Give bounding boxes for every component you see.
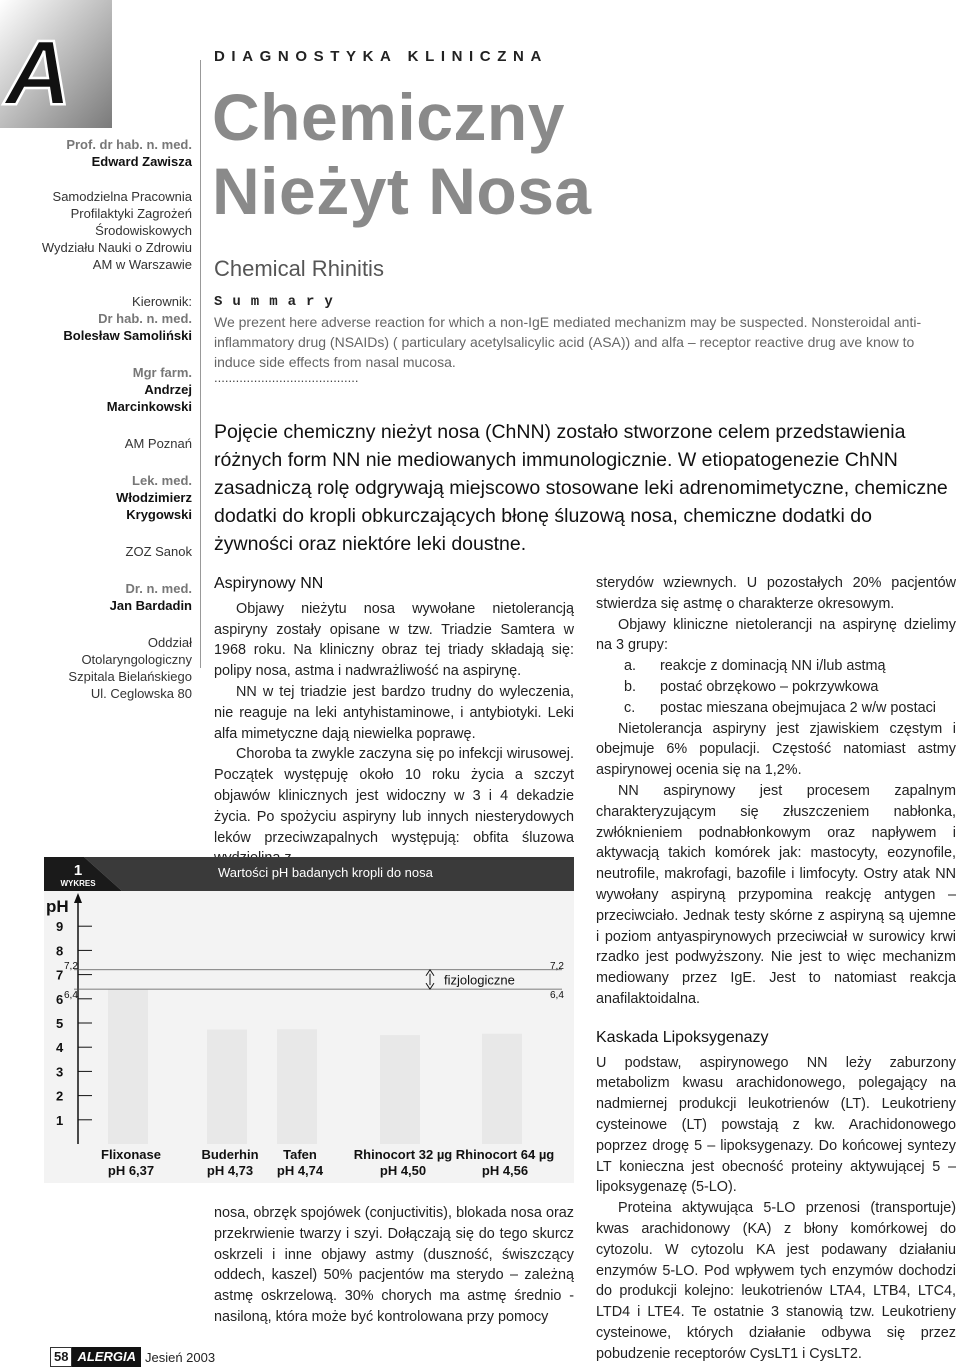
reference-label-low: 6,4 [64, 990, 78, 1002]
figure-number: 1 [73, 862, 83, 879]
y-tick-label: 1 [56, 1112, 64, 1128]
author-title: Prof. dr hab. n. med. [66, 137, 192, 152]
affiliation-line: Samodzielna Pracownia [52, 189, 192, 204]
paragraph: Choroba ta zwykle zaczyna się po infekcji wirusowej. Początek występuję około 10 roku życia a szczyt objawów klinicznych jest widoczny w 3 i 4 dekadzie życia. Po spożyciu aspiryny lub innych niesterydowych leków przeciwzapalnych występują: obfita śluzowa [214, 746, 574, 846]
paragraph: Objawy kliniczne nietolerancji na aspirynę dzielimy na 3 grupy: [596, 616, 956, 654]
sidebar-divider [200, 60, 201, 668]
reference-label-high: 7,2 [64, 960, 78, 972]
category-value-label: pH 6,37 [107, 1163, 155, 1178]
section-heading: Aspirynowy NN [214, 575, 324, 592]
paragraph: Nietolerancja aspiryny jest zjawiskiem częstym i obejmuje 6% populacji. Częstość natomiast astmy aspirynowej ocenia się na 1,2%. [596, 720, 956, 779]
section-label: DIAGNOSTYKA KLINICZNA [214, 48, 548, 65]
text-column-left-continued [214, 1203, 574, 1328]
affiliation-line: AM Poznań [124, 436, 192, 451]
author-name: Włodzimierz [116, 490, 192, 505]
summary-separator: ........................................ [214, 370, 359, 385]
y-tick-label: 4 [56, 1040, 64, 1056]
author-sidebar [30, 136, 192, 722]
category-label: Rhinocort 32 µg [353, 1147, 453, 1162]
paragraph: NN aspirynowy jest procesem zapalnym charakteryzującym się złuszczeniem nabłonka, zwłóknieniem podnabłonkowym oraz napływem i aktywacją takich komórek jak: mastocyty, eozynofile, neutrofile, makrofagi, bazofile i limfocyty. Ostry atak NN wywołany aspiryną przypomina reakcję antygen – przeciwciało. Jednak testy skórne z aspiryną są ujemne i poziom antyaspirynowych przeciwciał w surowicy krwi rzadko jest podwyższony. Nie jest to więc mechanizm mediowany przez IgE. Jest to natomiast reakcja anafilaktoidalna. [596, 782, 956, 1007]
list-item [596, 698, 956, 719]
list-text: postać obrzękowo – pokrzywkowa [660, 678, 879, 695]
author-name: Krygowski [126, 507, 192, 522]
affiliation-line: Środowiskowych [95, 223, 192, 238]
affiliation-line: AM w Warszawie [92, 257, 192, 272]
y-tick-label: 6 [56, 991, 64, 1007]
affiliation-line: Profilaktyki Zagrożeń [70, 206, 192, 221]
category-value-label: pH 4,50 [379, 1163, 427, 1178]
title-line: Chemiczny [212, 80, 565, 154]
list-item [596, 677, 956, 698]
author-title: Dr. n. med. [125, 581, 192, 596]
list-key: a. [624, 658, 637, 675]
journal-name: ALERGIA [72, 1347, 141, 1367]
affiliation-line: Otolaryngologiczny [81, 652, 192, 667]
paragraph: NN w tej triadzie jest bardzo trudny do wyleczenia, nie reaguje na leki antyhistaminowe, i antybiotyki. Leki alfa mimetyczne dają niewielka poprawę. [214, 683, 574, 742]
author-role: Kierownik: [132, 294, 192, 309]
figure-label: WYKRES [60, 879, 96, 888]
affiliation-line: Oddział [147, 635, 192, 650]
author-name: Jan Bardadin [109, 598, 192, 613]
range-label: fizjologiczne [444, 972, 515, 988]
bar [108, 990, 148, 1144]
reference-label-low-right: 6,4 [550, 990, 564, 1002]
author-name: Andrzej [144, 382, 192, 397]
page-footer [50, 1346, 215, 1368]
text-column-left [214, 570, 574, 869]
logo-letter: A [4, 22, 72, 124]
category-value-label: pH 4,73 [206, 1163, 254, 1178]
y-axis-label: pH [46, 897, 69, 916]
bar [207, 1030, 247, 1144]
y-tick-label: 9 [56, 919, 64, 935]
paragraph: U podstaw, aspirynowego NN leży zaburzony metabolizm kwasu arachidonowego, polegający na nadmiernej produkcji leukotrienów (LT). Leukotrieny cysteinowe (LT) powstają z kw. Arachidonowego poprzez drogę 5 – lipoksygenazy. Do końcowej syntezy LT konieczna jest obecność proteiny aktywującej 5 – lipoksygenazę (5-LO). [596, 1054, 956, 1196]
paragraph: Proteina aktywująca 5-LO przenosi (transportuje) kwas arachidonowy (KA) z błony komórkowej do cytozolu. W cytozolu KA jest podawany działaniu enzymów 5-LO. Pod wpływem tych enzymów dochodzi do produkcji kolejno: leukotrienów LTA4, LTB4, LTC4, LTD4 i LTE4. Te ostatnie 3 stanowią tzw. Leukotrieny cysteinowe, których działanie odbywa się przez pobudzenie receptorów CysLT1 i CysLT2. [596, 1200, 956, 1362]
chart-title: Wartości pH badanych kropli do nosa [218, 865, 433, 880]
author-title: Lek. med. [132, 473, 192, 488]
summary-heading: Summary [214, 294, 343, 310]
affiliation-line: ZOZ Sanok [125, 544, 192, 559]
bar [380, 1035, 420, 1144]
category-label: Rhinocort 64 µg [455, 1147, 555, 1162]
bar [277, 1029, 317, 1144]
page-number: 58 [50, 1347, 72, 1367]
reference-label-high-right: 7,2 [550, 960, 564, 972]
affiliation-line: Ul. Ceglowska 80 [90, 686, 192, 701]
article-title [212, 80, 592, 228]
summary-text: We prezent here adverse reaction for which a non-IgE mediated mechanizm may be suspected. Nonsteroidal anti-inflammatory drug (NSAIDs) ( particulary acetylsalicylic acid (ASA)) and alfa – receptor reactive drug ave know to induce side effects from nasal mucosa. [214, 314, 922, 370]
lead-paragraph: Pojęcie chemiczny nieżyt nosa (ChNN) zostało stworzone celem przedstawienia różnych form NN nie mediowanych immunologicznie. W etiopatogenezie ChNN zasadniczą rolę odgrywają miejscowo stosowane leki adrenomimetyczne, chemiczne dodatki do kropli obkurczających błonę śluzową nosa, chemiczne dodatki do żywności oraz niektóre leki doustne. [214, 421, 948, 555]
author-name: Bolesław Samoliński [63, 328, 192, 343]
paragraph: Objawy nieżytu nosa wywołane nietolerancją aspiryny zostały opisane w tzw. Triadzie Samtera w 1968 roku. Na kliniczny obraz tej triady składają się: polipy nosa, astma i nadwrażliwość na aspirynę. [214, 600, 574, 680]
author-title: Mgr farm. [132, 365, 192, 380]
bar [482, 1034, 522, 1144]
paragraph: sterydów wziewnych. U pozostałych 20% pacjentów stwierdza się astmę o charakterze okresowym. [596, 575, 956, 612]
list-key: c. [624, 699, 636, 716]
article-subtitle: Chemical Rhinitis [214, 256, 384, 281]
y-tick-label: 3 [56, 1064, 64, 1080]
author-title: Dr hab. n. med. [98, 311, 192, 326]
section-heading: Kaskada Lipoksygenazy [596, 1028, 769, 1046]
affiliation-line: Wydziału Nauki o Zdrowiu [41, 240, 192, 255]
author-name: Edward Zawisza [91, 154, 192, 169]
y-tick-label: 7 [56, 967, 64, 983]
category-value-label: pH 4,56 [481, 1163, 529, 1178]
ph-bar-chart [44, 857, 574, 1183]
journal-issue: Jesień 2003 [144, 1349, 216, 1365]
title-line: Nieżyt Nosa [212, 154, 592, 228]
y-tick-label: 8 [56, 943, 64, 959]
list-text: reakcje z dominacją NN i/lub astmą [660, 658, 886, 675]
y-tick-label: 2 [56, 1088, 64, 1104]
journal-logo [0, 0, 112, 128]
affiliation-line: Szpitala Bielańskiego [68, 669, 192, 684]
list-text: postac mieszana obejmujaca 2 w/w postaci [660, 699, 936, 716]
category-label: Tafen [283, 1147, 317, 1162]
y-tick-label: 5 [56, 1016, 64, 1031]
list-item [596, 656, 956, 677]
list-key: b. [624, 678, 637, 695]
paragraph: nosa, obrzęk spojówek (conjuctivitis), blokada nosa oraz przekrwienie twarzy i szyi. Dołączają się do tego skurcz oskrzeli i inne objawy astmy (duszność, świszczący oddech, kaszel) 50% pacjentów ma sterydo – zależną astmę oskrzelową. 30% chorych ma astmę średnio - nasiloną, która może być kontrolowana przy pomocy [214, 1205, 574, 1325]
category-label: Flixonase [101, 1147, 161, 1162]
text-column-right [596, 573, 956, 1364]
category-value-label: pH 4,74 [276, 1163, 324, 1178]
category-label: Buderhin [201, 1147, 259, 1162]
author-name: Marcinkowski [106, 399, 192, 414]
